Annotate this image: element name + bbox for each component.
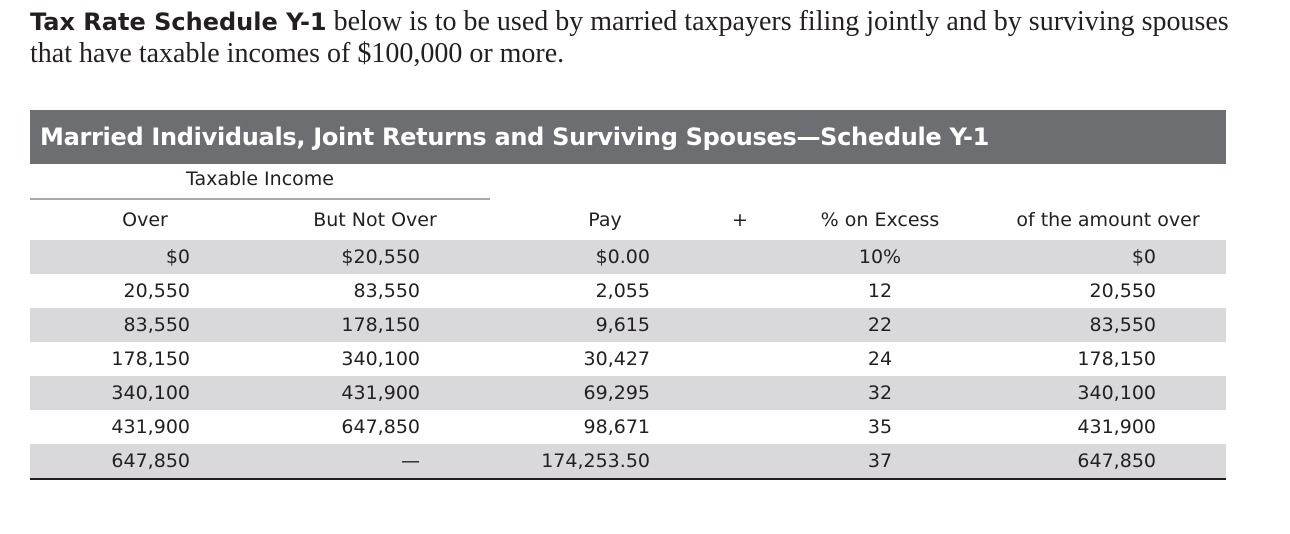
cell-amount-over: 647,850 (1077, 450, 1156, 472)
cell-but-not-over: — (401, 450, 420, 472)
column-header-row (30, 200, 1226, 240)
header-but-not-over: But Not Over (313, 209, 437, 231)
header-plus: + (732, 209, 748, 231)
cell-over: 20,550 (123, 280, 190, 302)
header-over: Over (122, 209, 168, 231)
cell-over: $0 (165, 246, 190, 268)
cell-but-not-over: 83,550 (353, 280, 420, 302)
table-row (30, 308, 1226, 342)
cell-over: 431,900 (111, 416, 190, 438)
cell-pay: 98,671 (583, 416, 650, 438)
taxable-income-label: Taxable Income (186, 168, 334, 190)
cell-pct: 35 (867, 416, 893, 438)
cell-pay: 9,615 (595, 314, 650, 336)
header-pct-on-excess: % on Excess (820, 209, 940, 231)
header-of-amount-over: of the amount over (1016, 209, 1200, 231)
table-row (30, 410, 1226, 444)
table-row (30, 274, 1226, 308)
cell-but-not-over: 340,100 (341, 348, 420, 370)
header-pay: Pay (588, 209, 622, 231)
cell-over: 83,550 (123, 314, 190, 336)
intro-lead: Tax Rate Schedule Y-1 (30, 8, 327, 36)
cell-pay: $0.00 (595, 246, 650, 268)
cell-amount-over: 178,150 (1077, 348, 1156, 370)
taxable-income-group-header (30, 164, 1226, 200)
cell-but-not-over: 647,850 (341, 416, 420, 438)
cell-pct: 10% (858, 246, 902, 268)
cell-over: 178,150 (111, 348, 190, 370)
table-row (30, 444, 1226, 480)
cell-but-not-over: $20,550 (341, 246, 420, 268)
cell-amount-over: 83,550 (1089, 314, 1156, 336)
cell-pay: 69,295 (583, 382, 650, 404)
intro-text: below is to be used by married taxpayers filing jointly and by surviving spouses that have taxable incomes of $100,000 or more. (30, 6, 1229, 69)
table-row (30, 342, 1226, 376)
cell-pct: 32 (867, 382, 893, 404)
cell-over: 340,100 (111, 382, 190, 404)
tax-schedule-table (30, 110, 1226, 480)
cell-but-not-over: 431,900 (341, 382, 420, 404)
cell-amount-over: 431,900 (1077, 416, 1156, 438)
cell-pct: 24 (867, 348, 893, 370)
cell-pay: 174,253.50 (541, 450, 650, 472)
cell-amount-over: 340,100 (1077, 382, 1156, 404)
cell-amount-over: $0 (1131, 246, 1156, 268)
cell-pct: 37 (867, 450, 893, 472)
schedule-title: Married Individuals, Joint Returns and Surviving Spouses—Schedule Y-1 (30, 110, 1226, 164)
cell-amount-over: 20,550 (1089, 280, 1156, 302)
cell-pct: 22 (867, 314, 893, 336)
cell-but-not-over: 178,150 (341, 314, 420, 336)
cell-pay: 2,055 (595, 280, 650, 302)
table-row (30, 376, 1226, 410)
table-row (30, 240, 1226, 274)
cell-over: 647,850 (111, 450, 190, 472)
intro-paragraph (30, 6, 1250, 70)
cell-pct: 12 (867, 280, 893, 302)
cell-pay: 30,427 (583, 348, 650, 370)
